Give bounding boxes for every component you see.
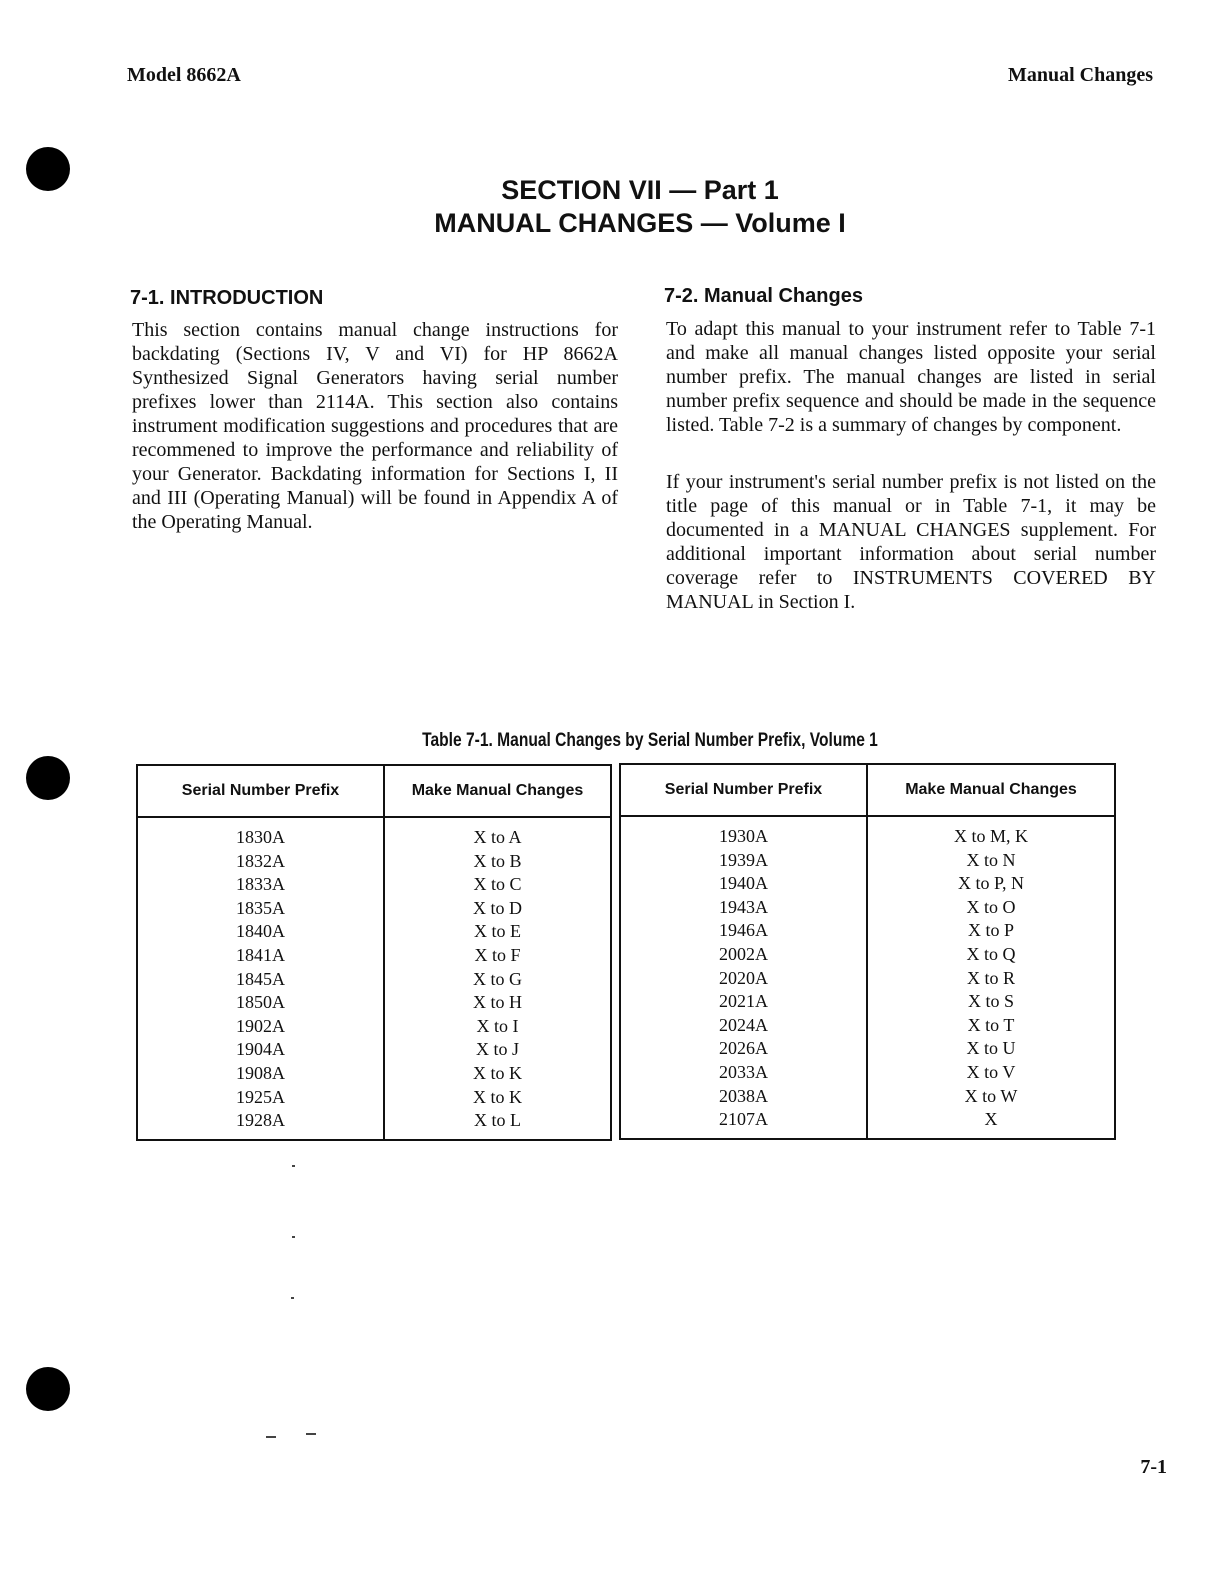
col-serial-prefix-header: Serial Number Prefix bbox=[137, 765, 384, 817]
table-left bbox=[136, 764, 612, 1141]
table-right bbox=[619, 763, 1116, 1140]
header-section: Manual Changes bbox=[1007, 64, 1153, 86]
manual-changes-list: X to A X to B X to C X to D X to E X to F X to G X to H X to I X to J X to K X to K X to L bbox=[473, 827, 522, 1131]
scan-speck bbox=[306, 1433, 316, 1435]
manual-changes-body-2: If your instrument's serial number prefix is not listed on the title page of this manual or in Table 7-1, it may be documented in a MANUAL CHANGES supplement. For additional important information about serial number coverage refer to INSTRUMENTS COVERED BY MANUAL in Section I. bbox=[666, 471, 1156, 613]
serial-prefix-list: 1830A 1832A 1833A 1835A 1840A 1841A 1845A 1850A 1902A 1904A 1908A 1925A 1928A bbox=[236, 827, 285, 1131]
col-manual-changes-header: Make Manual Changes bbox=[384, 765, 611, 817]
section-title: SECTION VII — Part 1 bbox=[501, 175, 779, 205]
binder-hole-bottom bbox=[26, 1367, 70, 1411]
page-number: 7-1 bbox=[1140, 1456, 1167, 1478]
scan-speck bbox=[292, 1236, 295, 1238]
scan-speck bbox=[292, 1165, 295, 1167]
manual-changes-heading: 7-2. Manual Changes bbox=[664, 285, 863, 307]
col-serial-prefix-header: Serial Number Prefix bbox=[620, 764, 867, 816]
scan-speck bbox=[266, 1436, 276, 1438]
manual-changes-list: X to M, K X to N X to P, N X to O X to P X to Q X to R X to S X to T X to U X to V X to W X bbox=[953, 826, 1028, 1130]
manual-changes-body-1: To adapt this manual to your instrument refer to Table 7-1 and make all manual changes listed opposite your serial number prefix. The manual changes are listed in serial number prefix sequence and should be made in the sequence listed. Table 7-2 is a summary of changes by component. bbox=[666, 318, 1156, 436]
table-caption: Table 7-1. Manual Changes by Serial Number Prefix, Volume 1 bbox=[422, 730, 878, 751]
intro-body: This section contains manual change instructions for backdating (Sections IV, V and VI) for HP 8662A Synthesized Signal Generators having serial number prefixes lower than 2114A. This section also contains instrument modification suggestions and procedures that are recommened to improve the performance and reliability of your Generator. Backdating information for Sections I, II and III (Operating Manual) will be found in Appendix A of the Operating Manual. bbox=[132, 319, 618, 533]
intro-heading: 7-1. INTRODUCTION bbox=[130, 287, 324, 309]
scan-speck bbox=[291, 1297, 294, 1299]
header-model: Model 8662A bbox=[127, 64, 241, 86]
section-subtitle: MANUAL CHANGES — Volume I bbox=[434, 208, 846, 238]
binder-hole-middle bbox=[26, 756, 70, 800]
serial-prefix-list: 1930A 1939A 1940A 1943A 1946A 2002A 2020A 2021A 2024A 2026A 2033A 2038A 2107A bbox=[719, 826, 768, 1130]
col-manual-changes-header: Make Manual Changes bbox=[867, 764, 1115, 816]
